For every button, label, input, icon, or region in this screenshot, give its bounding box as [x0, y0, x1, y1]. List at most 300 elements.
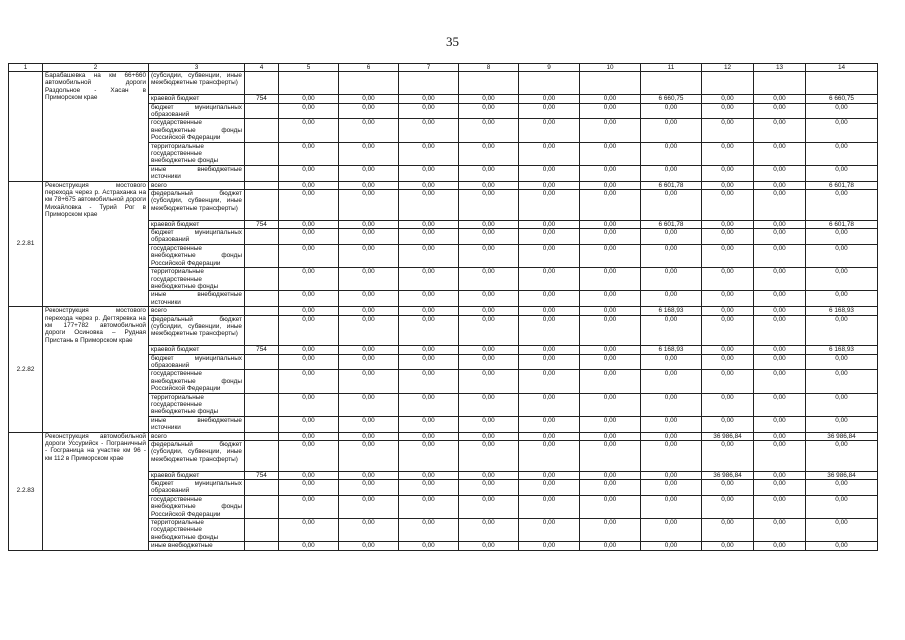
amount-cell: 0,00 [399, 416, 459, 432]
amount-cell: 0,00 [279, 95, 339, 103]
amount-cell: 0,00 [399, 244, 459, 267]
amount-cell: 0,00 [279, 307, 339, 315]
amount-cell: 0,00 [754, 190, 806, 221]
amount-cell: 0,00 [754, 95, 806, 103]
amount-cell [339, 72, 399, 95]
amount-cell: 0,00 [459, 393, 519, 416]
amount-cell: 0,00 [702, 244, 754, 267]
amount-cell: 0,00 [754, 315, 806, 346]
amount-cell: 0,00 [339, 95, 399, 103]
amount-cell: 0,00 [702, 354, 754, 370]
amount-cell: 0,00 [702, 142, 754, 165]
funding-source: территориальные государственные внебюджетные фонды [149, 268, 245, 291]
amount-cell: 0,00 [641, 244, 702, 267]
funding-source: федеральный бюджет (субсидии, субвенции, иные межбюджетные трансферты) [149, 441, 245, 472]
amount-cell: 0,00 [580, 346, 641, 354]
amount-cell: 0,00 [641, 190, 702, 221]
amount-cell: 0,00 [279, 103, 339, 119]
column-header: 13 [754, 64, 806, 72]
amount-cell: 0,00 [580, 181, 641, 189]
funding-source: краевой бюджет [149, 220, 245, 228]
amount-cell: 0,00 [754, 416, 806, 432]
amount-cell: 0,00 [339, 307, 399, 315]
table-body [9, 72, 878, 551]
funding-source: государственные внебюджетные фонды Российской Федерации [149, 370, 245, 393]
amount-cell: 0,00 [459, 441, 519, 472]
amount-cell: 0,00 [580, 519, 641, 542]
amount-cell: 0,00 [519, 291, 580, 307]
budget-code: 754 [245, 220, 279, 228]
table-row [9, 72, 878, 95]
amount-cell: 0,00 [754, 471, 806, 479]
amount-cell: 0,00 [806, 393, 878, 416]
amount-cell: 0,00 [459, 181, 519, 189]
table-row [9, 432, 878, 440]
amount-cell: 6 601,78 [806, 181, 878, 189]
budget-code [245, 229, 279, 245]
budget-code [245, 181, 279, 189]
amount-cell: 0,00 [806, 268, 878, 291]
amount-cell: 0,00 [459, 291, 519, 307]
column-header: 7 [399, 64, 459, 72]
amount-cell: 0,00 [519, 346, 580, 354]
amount-cell: 0,00 [641, 519, 702, 542]
table-row [9, 307, 878, 315]
amount-cell: 0,00 [641, 142, 702, 165]
amount-cell: 0,00 [754, 370, 806, 393]
amount-cell: 0,00 [641, 441, 702, 472]
amount-cell: 0,00 [339, 519, 399, 542]
amount-cell: 0,00 [702, 416, 754, 432]
amount-cell: 0,00 [641, 432, 702, 440]
budget-code [245, 103, 279, 119]
amount-cell: 0,00 [641, 393, 702, 416]
amount-cell: 0,00 [641, 268, 702, 291]
amount-cell: 36 986,84 [806, 432, 878, 440]
amount-cell: 0,00 [806, 416, 878, 432]
column-header: 12 [702, 64, 754, 72]
amount-cell: 0,00 [399, 291, 459, 307]
amount-cell: 0,00 [399, 432, 459, 440]
amount-cell: 0,00 [519, 441, 580, 472]
amount-cell: 0,00 [339, 495, 399, 518]
amount-cell: 0,00 [580, 354, 641, 370]
amount-cell: 0,00 [399, 119, 459, 142]
funding-source: иные внебюджетные [149, 542, 245, 550]
amount-cell: 0,00 [519, 432, 580, 440]
amount-cell: 0,00 [702, 393, 754, 416]
amount-cell: 0,00 [580, 229, 641, 245]
amount-cell: 0,00 [459, 519, 519, 542]
amount-cell: 0,00 [459, 307, 519, 315]
amount-cell: 0,00 [339, 416, 399, 432]
amount-cell: 0,00 [279, 220, 339, 228]
amount-cell: 0,00 [279, 416, 339, 432]
amount-cell: 0,00 [702, 103, 754, 119]
amount-cell: 0,00 [279, 480, 339, 496]
budget-code: 754 [245, 471, 279, 479]
amount-cell: 0,00 [519, 315, 580, 346]
amount-cell: 0,00 [339, 229, 399, 245]
budget-code [245, 495, 279, 518]
amount-cell: 0,00 [702, 307, 754, 315]
amount-cell: 0,00 [279, 354, 339, 370]
amount-cell: 0,00 [459, 480, 519, 496]
funding-source: краевой бюджет [149, 346, 245, 354]
amount-cell: 0,00 [459, 346, 519, 354]
amount-cell: 0,00 [519, 519, 580, 542]
amount-cell: 0,00 [459, 432, 519, 440]
amount-cell: 0,00 [580, 244, 641, 267]
budget-code [245, 354, 279, 370]
amount-cell: 0,00 [641, 291, 702, 307]
amount-cell [459, 72, 519, 95]
amount-cell: 0,00 [339, 346, 399, 354]
budget-code [245, 244, 279, 267]
amount-cell: 0,00 [519, 307, 580, 315]
amount-cell: 0,00 [459, 165, 519, 181]
amount-cell: 0,00 [702, 495, 754, 518]
column-header: 6 [339, 64, 399, 72]
amount-cell: 0,00 [279, 119, 339, 142]
amount-cell: 0,00 [399, 480, 459, 496]
amount-cell: 0,00 [702, 190, 754, 221]
amount-cell: 0,00 [580, 165, 641, 181]
amount-cell: 0,00 [806, 519, 878, 542]
funding-source: территориальные государственные внебюджетные фонды [149, 142, 245, 165]
budget-code [245, 142, 279, 165]
amount-cell: 0,00 [399, 354, 459, 370]
amount-cell: 0,00 [641, 416, 702, 432]
amount-cell: 0,00 [399, 190, 459, 221]
amount-cell: 0,00 [459, 268, 519, 291]
amount-cell: 0,00 [279, 471, 339, 479]
amount-cell: 0,00 [339, 165, 399, 181]
amount-cell: 0,00 [806, 190, 878, 221]
amount-cell: 0,00 [580, 471, 641, 479]
amount-cell: 0,00 [641, 103, 702, 119]
amount-cell: 0,00 [399, 370, 459, 393]
amount-cell: 0,00 [519, 354, 580, 370]
amount-cell: 0,00 [519, 480, 580, 496]
funding-source: бюджет муниципальных образований [149, 229, 245, 245]
amount-cell: 0,00 [754, 291, 806, 307]
amount-cell: 6 168,93 [641, 346, 702, 354]
amount-cell: 0,00 [399, 315, 459, 346]
amount-cell: 0,00 [399, 471, 459, 479]
item-name: Барабашевка на км 66+660 автомобильной дороги Раздольное - Хасан в Приморском крае [43, 72, 149, 182]
amount-cell: 0,00 [702, 268, 754, 291]
amount-cell: 0,00 [279, 519, 339, 542]
amount-cell: 0,00 [754, 441, 806, 472]
amount-cell: 0,00 [279, 432, 339, 440]
amount-cell: 0,00 [519, 190, 580, 221]
amount-cell: 0,00 [580, 142, 641, 165]
amount-cell: 0,00 [399, 307, 459, 315]
amount-cell: 0,00 [279, 346, 339, 354]
amount-cell: 0,00 [279, 190, 339, 221]
budget-code [245, 190, 279, 221]
amount-cell: 0,00 [519, 165, 580, 181]
column-header: 8 [459, 64, 519, 72]
amount-cell: 0,00 [399, 165, 459, 181]
item-code: 2.2.81 [9, 181, 43, 306]
amount-cell: 36 986,84 [702, 471, 754, 479]
amount-cell: 0,00 [754, 432, 806, 440]
funding-source: бюджет муниципальных образований [149, 103, 245, 119]
amount-cell: 0,00 [754, 519, 806, 542]
amount-cell: 0,00 [339, 480, 399, 496]
column-header: 4 [245, 64, 279, 72]
amount-cell: 0,00 [580, 441, 641, 472]
item-code: 2.2.83 [9, 432, 43, 550]
amount-cell: 6 601,78 [641, 181, 702, 189]
funding-source: территориальные государственные внебюджетные фонды [149, 519, 245, 542]
amount-cell: 0,00 [641, 495, 702, 518]
budget-code [245, 268, 279, 291]
amount-cell: 0,00 [806, 480, 878, 496]
amount-cell: 0,00 [519, 416, 580, 432]
amount-cell: 0,00 [641, 354, 702, 370]
amount-cell: 0,00 [279, 393, 339, 416]
amount-cell: 0,00 [399, 268, 459, 291]
amount-cell: 0,00 [754, 268, 806, 291]
funding-source: федеральный бюджет (субсидии, субвенции, иные межбюджетные трансферты) [149, 315, 245, 346]
amount-cell: 0,00 [806, 370, 878, 393]
amount-cell: 0,00 [641, 542, 702, 550]
amount-cell: 0,00 [459, 370, 519, 393]
item-name: Реконструкция автомобильной дороги Уссурийск - Пограничный - Госграница на участке км 96 - км 112 в Приморском крае [43, 432, 149, 550]
amount-cell: 0,00 [702, 291, 754, 307]
amount-cell: 0,00 [702, 346, 754, 354]
amount-cell: 6 660,75 [641, 95, 702, 103]
amount-cell: 0,00 [580, 416, 641, 432]
amount-cell [279, 72, 339, 95]
amount-cell: 0,00 [754, 229, 806, 245]
amount-cell: 0,00 [754, 181, 806, 189]
column-header: 11 [641, 64, 702, 72]
amount-cell: 0,00 [580, 190, 641, 221]
budget-code [245, 542, 279, 550]
amount-cell: 0,00 [339, 244, 399, 267]
funding-source: краевой бюджет [149, 95, 245, 103]
amount-cell: 0,00 [806, 354, 878, 370]
amount-cell: 0,00 [806, 244, 878, 267]
amount-cell: 0,00 [580, 370, 641, 393]
funding-source: государственные внебюджетные фонды Российской Федерации [149, 495, 245, 518]
column-header: 14 [806, 64, 878, 72]
amount-cell: 0,00 [519, 229, 580, 245]
amount-cell: 0,00 [702, 119, 754, 142]
amount-cell: 0,00 [580, 268, 641, 291]
funding-source: государственные внебюджетные фонды Российской Федерации [149, 244, 245, 267]
amount-cell: 0,00 [580, 393, 641, 416]
amount-cell: 6 601,78 [806, 220, 878, 228]
amount-cell: 0,00 [580, 291, 641, 307]
amount-cell: 36 986,84 [702, 432, 754, 440]
page-number: 35 [446, 34, 459, 49]
amount-cell: 0,00 [806, 229, 878, 245]
amount-cell: 6 168,93 [806, 307, 878, 315]
amount-cell: 0,00 [580, 95, 641, 103]
amount-cell: 6 660,75 [806, 95, 878, 103]
amount-cell: 0,00 [399, 346, 459, 354]
amount-cell: 0,00 [519, 244, 580, 267]
budget-code [245, 119, 279, 142]
funding-source: всего [149, 181, 245, 189]
amount-cell: 0,00 [459, 354, 519, 370]
amount-cell: 0,00 [339, 471, 399, 479]
amount-cell: 0,00 [754, 495, 806, 518]
amount-cell: 0,00 [702, 220, 754, 228]
amount-cell: 0,00 [519, 220, 580, 228]
amount-cell: 0,00 [641, 480, 702, 496]
budget-code [245, 393, 279, 416]
amount-cell: 0,00 [754, 393, 806, 416]
amount-cell: 0,00 [754, 119, 806, 142]
amount-cell: 0,00 [754, 103, 806, 119]
amount-cell: 0,00 [399, 519, 459, 542]
amount-cell: 0,00 [641, 370, 702, 393]
amount-cell: 0,00 [519, 95, 580, 103]
amount-cell: 0,00 [580, 315, 641, 346]
column-header: 5 [279, 64, 339, 72]
column-header: 9 [519, 64, 580, 72]
amount-cell: 0,00 [580, 307, 641, 315]
amount-cell: 0,00 [279, 370, 339, 393]
amount-cell: 0,00 [702, 95, 754, 103]
amount-cell [702, 72, 754, 95]
funding-source: территориальные государственные внебюджетные фонды [149, 393, 245, 416]
amount-cell: 0,00 [459, 416, 519, 432]
amount-cell: 0,00 [279, 542, 339, 550]
column-header: 3 [149, 64, 245, 72]
amount-cell: 0,00 [399, 181, 459, 189]
amount-cell: 0,00 [339, 291, 399, 307]
amount-cell: 0,00 [806, 142, 878, 165]
amount-cell: 0,00 [754, 542, 806, 550]
funding-source: иные внебюджетные источники [149, 416, 245, 432]
amount-cell: 0,00 [459, 119, 519, 142]
amount-cell: 0,00 [339, 268, 399, 291]
funding-source: федеральный бюджет (субсидии, субвенции, иные межбюджетные трансферты) [149, 190, 245, 221]
amount-cell: 36 986,84 [806, 471, 878, 479]
amount-cell: 6 168,93 [806, 346, 878, 354]
amount-cell: 0,00 [754, 480, 806, 496]
amount-cell: 0,00 [279, 495, 339, 518]
item-name: Реконструкция мостового перехода через р. Дегтяревка на км 177+782 автомобильной дороги Осиновка – Рудная Пристань в Приморском крае [43, 307, 149, 432]
budget-code [245, 432, 279, 440]
budget-code [245, 416, 279, 432]
funding-source: (субсидии, субвенции, иные межбюджетные трансферты) [149, 72, 245, 95]
column-header: 1 [9, 64, 43, 72]
amount-cell: 0,00 [459, 542, 519, 550]
amount-cell: 0,00 [399, 142, 459, 165]
amount-cell: 0,00 [754, 220, 806, 228]
amount-cell: 0,00 [580, 480, 641, 496]
amount-cell: 0,00 [806, 119, 878, 142]
amount-cell: 0,00 [399, 441, 459, 472]
amount-cell: 0,00 [339, 441, 399, 472]
amount-cell: 0,00 [754, 244, 806, 267]
amount-cell: 0,00 [339, 103, 399, 119]
amount-cell: 0,00 [459, 471, 519, 479]
amount-cell: 0,00 [459, 229, 519, 245]
amount-cell: 0,00 [459, 244, 519, 267]
amount-cell: 0,00 [806, 103, 878, 119]
amount-cell: 0,00 [702, 480, 754, 496]
funding-source: всего [149, 432, 245, 440]
amount-cell: 0,00 [641, 315, 702, 346]
budget-code: 754 [245, 95, 279, 103]
amount-cell: 0,00 [580, 432, 641, 440]
amount-cell: 0,00 [399, 229, 459, 245]
budget-code [245, 291, 279, 307]
amount-cell [806, 72, 878, 95]
amount-cell: 0,00 [519, 103, 580, 119]
amount-cell: 0,00 [519, 471, 580, 479]
item-code: 2.2.82 [9, 307, 43, 432]
amount-cell: 0,00 [641, 229, 702, 245]
budget-code [245, 307, 279, 315]
amount-cell: 0,00 [519, 181, 580, 189]
amount-cell: 0,00 [754, 346, 806, 354]
amount-cell: 0,00 [702, 519, 754, 542]
amount-cell: 0,00 [399, 95, 459, 103]
amount-cell: 0,00 [519, 119, 580, 142]
amount-cell: 0,00 [339, 542, 399, 550]
amount-cell: 0,00 [459, 190, 519, 221]
amount-cell: 0,00 [702, 370, 754, 393]
amount-cell: 6 601,78 [641, 220, 702, 228]
budget-code [245, 165, 279, 181]
budget-code [245, 315, 279, 346]
amount-cell: 0,00 [399, 542, 459, 550]
amount-cell [519, 72, 580, 95]
amount-cell [399, 72, 459, 95]
amount-cell: 0,00 [519, 370, 580, 393]
amount-cell: 0,00 [806, 315, 878, 346]
funding-source: иные внебюджетные источники [149, 291, 245, 307]
funding-source: бюджет муниципальных образований [149, 480, 245, 496]
amount-cell: 0,00 [580, 220, 641, 228]
amount-cell: 0,00 [580, 103, 641, 119]
funding-source: государственные внебюджетные фонды Российской Федерации [149, 119, 245, 142]
amount-cell: 0,00 [754, 354, 806, 370]
amount-cell: 0,00 [754, 307, 806, 315]
table-row [9, 181, 878, 189]
amount-cell: 0,00 [399, 495, 459, 518]
amount-cell: 0,00 [279, 268, 339, 291]
amount-cell: 0,00 [399, 393, 459, 416]
amount-cell: 0,00 [339, 370, 399, 393]
funding-source: бюджет муниципальных образований [149, 354, 245, 370]
budget-code [245, 441, 279, 472]
budget-table [8, 63, 878, 551]
amount-cell: 0,00 [459, 315, 519, 346]
budget-code [245, 72, 279, 95]
amount-cell: 0,00 [399, 103, 459, 119]
amount-cell: 0,00 [399, 220, 459, 228]
amount-cell: 0,00 [339, 220, 399, 228]
amount-cell: 0,00 [702, 229, 754, 245]
amount-cell: 0,00 [580, 119, 641, 142]
amount-cell: 0,00 [806, 542, 878, 550]
amount-cell: 0,00 [519, 495, 580, 518]
amount-cell: 0,00 [754, 142, 806, 165]
funding-source: иные внебюджетные источники [149, 165, 245, 181]
amount-cell: 0,00 [806, 291, 878, 307]
